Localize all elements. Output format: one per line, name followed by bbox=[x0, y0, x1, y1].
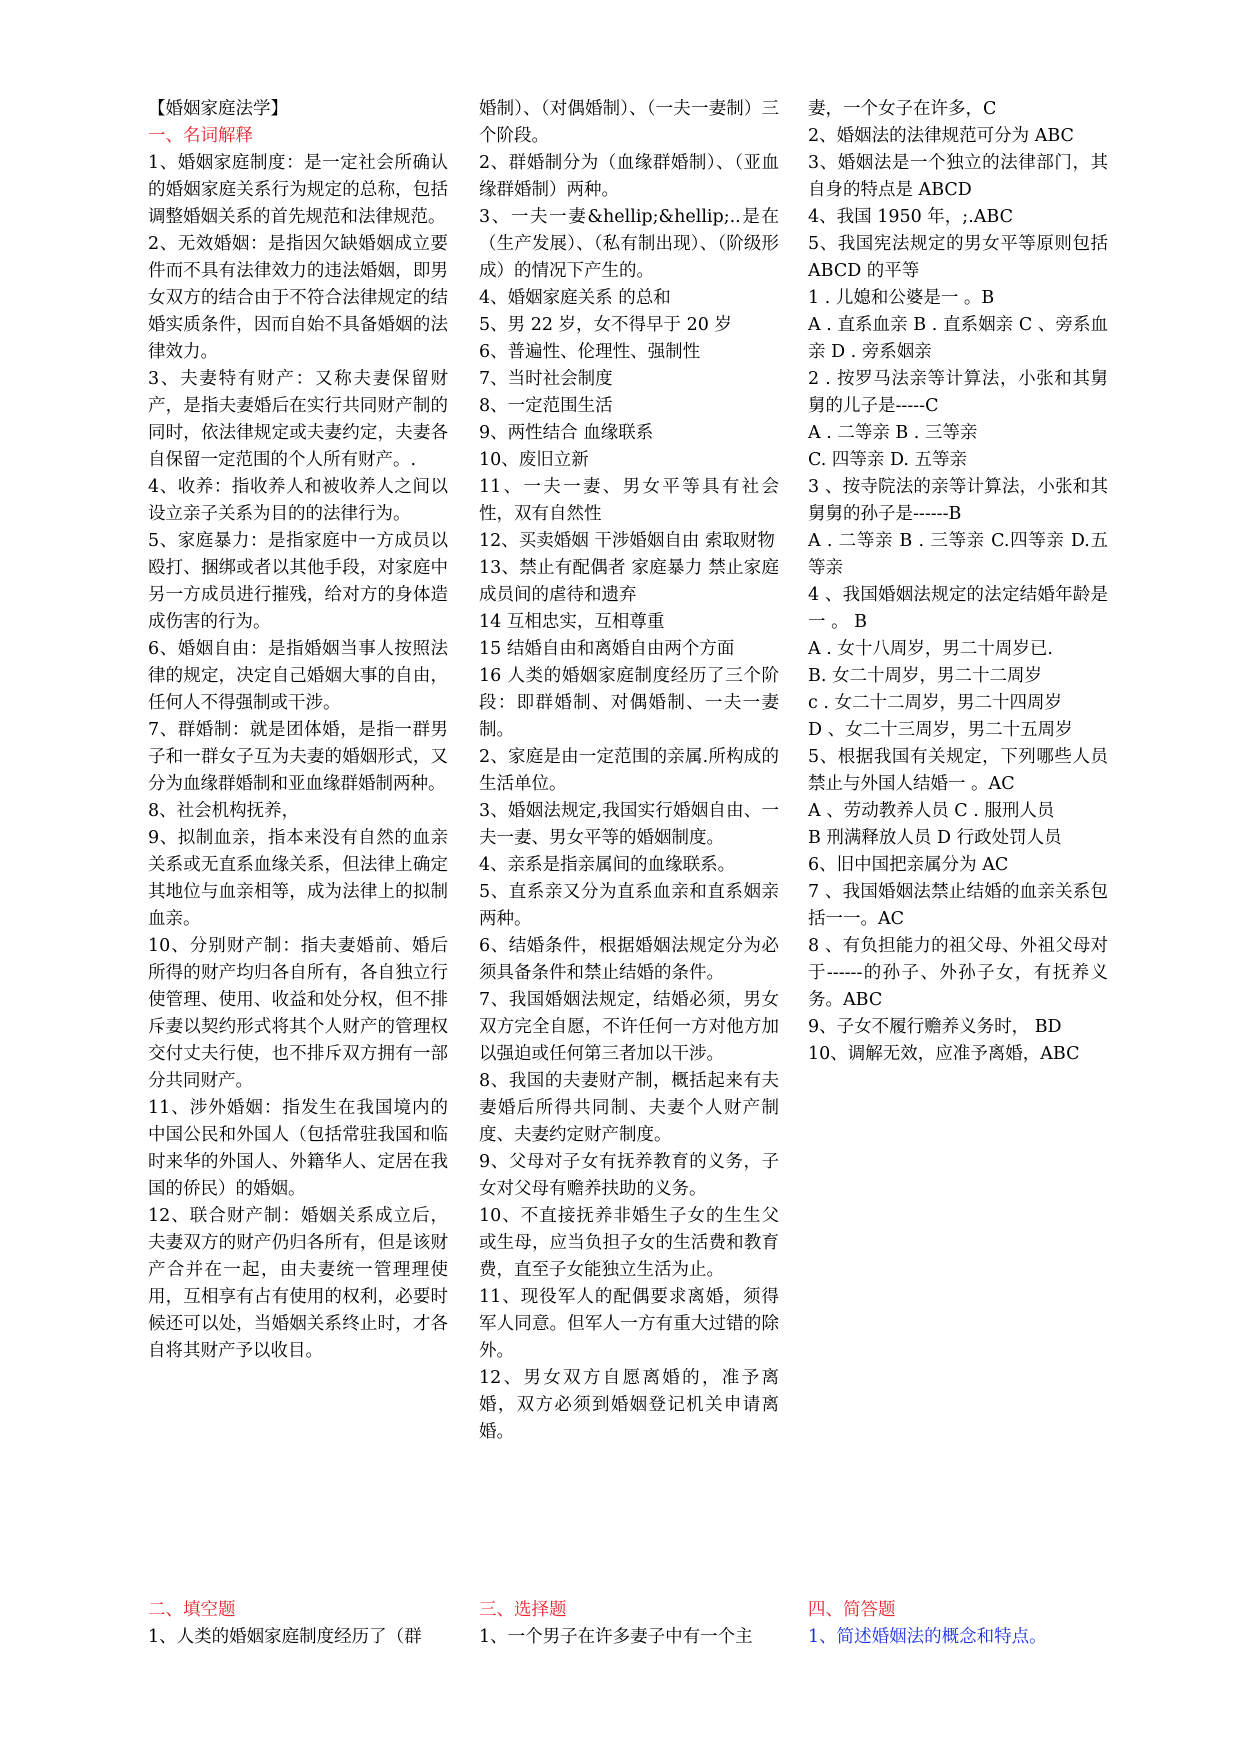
paragraph: 1、人类的婚姻家庭制度经历了（群 bbox=[148, 1627, 422, 1647]
paragraph: 3、一夫一妻&hellip;&hellip;..是在（生产发展）、（私有制出现）、（阶级形成）的情况下产生的。 bbox=[479, 207, 779, 281]
paragraph: 3、婚姻法是一个独立的法律部门，其自身的特点是 ABCD bbox=[808, 153, 1108, 200]
paragraph: A . 女十八周岁，男二十周岁已. bbox=[808, 639, 1053, 659]
paragraph: 7、我国婚姻法规定，结婚必须，男女双方完全自愿，不许任何一方对他方加以强迫或任何第三者加以干涉。 bbox=[479, 990, 779, 1064]
paragraph: 11、涉外婚姻：指发生在我国境内的中国公民和外国人（包括常驻我国和临时来华的外国人、外籍华人、定居在我国的侨民）的婚姻。 bbox=[148, 1098, 448, 1199]
section-heading: 一、名词解释 bbox=[148, 126, 253, 146]
paragraph: 1 . 儿媳和公婆是一 。B bbox=[808, 288, 995, 308]
paragraph: 1、一个男子在许多妻子中有一个主 bbox=[479, 1627, 753, 1647]
paragraph: A . 直系血亲 B . 直系姻亲 C 、旁系血亲 D . 旁系姻亲 bbox=[808, 315, 1108, 362]
paragraph: 3、婚姻法规定,我国实行婚姻自由、一夫一妻、男女平等的婚姻制度。 bbox=[479, 801, 779, 848]
paragraph: 16 人类的婚姻家庭制度经历了三个阶段：即群婚制、对偶婚制、一夫一妻制。 bbox=[479, 666, 779, 740]
paragraph: 10、不直接抚养非婚生子女的生生父或生母，应当负担子女的生活费和教育费，直至子女能独立生活为止。 bbox=[479, 1206, 779, 1280]
paragraph: 5、我国宪法规定的男女平等原则包括 ABCD 的平等 bbox=[808, 234, 1108, 281]
paragraph: 4 、我国婚姻法规定的法定结婚年龄是一 。 B bbox=[808, 585, 1108, 632]
paragraph: B 刑满释放人员 D 行政处罚人员 bbox=[808, 828, 1062, 848]
paragraph: 15 结婚自由和离婚自由两个方面 bbox=[479, 639, 735, 659]
paragraph: 3 、按寺院法的亲等计算法，小张和其舅舅的孙子是------B bbox=[808, 477, 1108, 524]
paragraph: 12、联合财产制：婚姻关系成立后，夫妻双方的财产仍归各所有，但是该财产合并在一起，由夫妻统一管理理使用，互相享有占有使用的权利，必要时候还可以处，当婚姻关系终止时，才各自将其财产予以收目。 bbox=[148, 1206, 448, 1361]
paragraph: 5、直系亲又分为直系血亲和直系姻亲两种。 bbox=[479, 882, 779, 929]
paragraph: A 、劳动教养人员 C . 服刑人员 bbox=[808, 801, 1055, 821]
section-heading: 二、填空题 bbox=[148, 1600, 236, 1620]
paragraph: 6、结婚条件，根据婚姻法规定分为必须具备条件和禁止结婚的条件。 bbox=[479, 936, 779, 983]
paragraph: 11、一夫一妻、男女平等具有社会性，双有自然性 bbox=[479, 477, 779, 524]
paragraph: 3、夫妻特有财产：又称夫妻保留财产，是指夫妻婚后在实行共同财产制的同时，依法律规定或夫妻约定，夫妻各自保留一定范围的个人所有财产。. bbox=[148, 369, 448, 470]
paragraph: D 、女二十三周岁，男二十五周岁 bbox=[808, 720, 1073, 740]
paragraph: 妻，一个女子在许多，C bbox=[808, 99, 997, 119]
paragraph: 婚制）、（对偶婚制）、（一夫一妻制）三个阶段。 bbox=[479, 99, 779, 146]
paragraph: 2、家庭是由一定范围的亲属.所构成的生活单位。 bbox=[479, 747, 779, 794]
paragraph: 1、简述婚姻法的概念和特点。 bbox=[808, 1627, 1047, 1647]
paragraph: 1、婚姻家庭制度：是一定社会所确认的婚姻家庭关系行为规定的总称，包括调整婚姻关系的首先规范和法律规范。 bbox=[148, 153, 448, 227]
paragraph: 4、我国 1950 年，;.ABC bbox=[808, 207, 1013, 227]
paragraph: 8、我国的夫妻财产制，概括起来有夫妻婚后所得共同制、夫妻个人财产制度、夫妻约定财产制度。 bbox=[479, 1071, 779, 1145]
paragraph: 6、普遍性、伦理性、强制性 bbox=[479, 342, 701, 362]
paragraph: 8、社会机构抚养， bbox=[148, 801, 300, 821]
paragraph: 6、旧中国把亲属分为 AC bbox=[808, 855, 1009, 875]
paragraph: 6、婚姻自由：是指婚姻当事人按照法律的规定，决定自己婚姻大事的自由，任何人不得强制或干涉。 bbox=[148, 639, 448, 713]
paragraph: 4、收养：指收养人和被收养人之间以设立亲子关系为目的的法律行为。 bbox=[148, 477, 448, 524]
paragraph: 9、两性结合 血缘联系 bbox=[479, 423, 654, 443]
paragraph: 14 互相忠实，互相尊重 bbox=[479, 612, 665, 632]
paragraph: B. 女二十周岁，男二十二周岁 bbox=[808, 666, 1042, 686]
paragraph: 12、买卖婚姻 干涉婚姻自由 索取财物 bbox=[479, 531, 775, 551]
paragraph: 9、父母对子女有抚养教育的义务，子女对父母有赡养扶助的义务。 bbox=[479, 1152, 779, 1199]
paragraph: 2 . 按罗马法亲等计算法，小张和其舅舅的儿子是-----C bbox=[808, 369, 1108, 416]
paragraph: 10、调解无效，应准予离婚，ABC bbox=[808, 1044, 1080, 1064]
paragraph: 11、现役军人的配偶要求离婚，须得军人同意。但军人一方有重大过错的除外。 bbox=[479, 1287, 779, 1361]
paragraph: c . 女二十二周岁，男二十四周岁 bbox=[808, 693, 1062, 713]
paragraph: 8 、有负担能力的祖父母、外祖父母对于------的孙子、外孙子女，有抚养义务。ABC bbox=[808, 936, 1108, 1010]
paragraph: 4、婚姻家庭关系 的总和 bbox=[479, 288, 671, 308]
paragraph: 9、拟制血亲，指本来没有自然的血亲关系或无直系血缘关系，但法律上确定其地位与血亲相等，成为法律上的拟制血亲。 bbox=[148, 828, 448, 929]
section-short-answer bbox=[808, 1597, 1108, 1651]
paragraph: 10、分别财产制：指夫妻婚前、婚后所得的财产均归各自所有，各自独立行使管理、使用、收益和处分权，但不排斥妻以契约形式将其个人财产的管理权交付丈夫行使，也不排斥双方拥有一部分共同财产。 bbox=[148, 936, 448, 1091]
section-heading: 三、选择题 bbox=[479, 1600, 567, 1620]
paragraph: 2、婚姻法的法律规范可分为 ABC bbox=[808, 126, 1074, 146]
paragraph: 5、根据我国有关规定，下列哪些人员禁止与外国人结婚一 。AC bbox=[808, 747, 1108, 794]
paragraph: 8、一定范围生活 bbox=[479, 396, 613, 416]
column-3 bbox=[808, 96, 1108, 1068]
paragraph: C. 四等亲 D. 五等亲 bbox=[808, 450, 967, 470]
paragraph: A . 二等亲 B . 三等亲 bbox=[808, 423, 978, 443]
paragraph: 12、男女双方自愿离婚的，准予离婚，双方必须到婚姻登记机关申请离婚。 bbox=[479, 1368, 779, 1442]
paragraph: 5、家庭暴力：是指家庭中一方成员以殴打、捆绑或者以其他手段，对家庭中另一方成员进行摧残，给对方的身体造成伤害的行为。 bbox=[148, 531, 448, 632]
paragraph: 9、子女不履行赡养义务时， BD bbox=[808, 1017, 1062, 1037]
paragraph: 2、群婚制分为（血缘群婚制）、（亚血缘群婚制）两种。 bbox=[479, 153, 779, 200]
column-1 bbox=[148, 96, 448, 1365]
paragraph: 7、群婚制：就是团体婚，是指一群男子和一群女子互为夫妻的婚姻形式，又分为血缘群婚制和亚血缘群婚制两种。 bbox=[148, 720, 448, 794]
paragraph: 7 、我国婚姻法禁止结婚的血亲关系包括一一。AC bbox=[808, 882, 1108, 929]
paragraph: 5、男 22 岁，女不得早于 20 岁 bbox=[479, 315, 732, 335]
section-heading: 四、简答题 bbox=[808, 1600, 896, 1620]
paragraph: A . 二等亲 B . 三等亲 C.四等亲 D.五等亲 bbox=[808, 531, 1108, 578]
paragraph: 4、亲系是指亲属间的血缘联系。 bbox=[479, 855, 736, 875]
column-2 bbox=[479, 96, 779, 1446]
paragraph: 10、废旧立新 bbox=[479, 450, 589, 470]
paragraph: 7、当时社会制度 bbox=[479, 369, 613, 389]
paragraph: 13、禁止有配偶者 家庭暴力 禁止家庭成员间的虐待和遗弃 bbox=[479, 558, 779, 605]
paragraph: 【婚姻家庭法学】 bbox=[148, 99, 288, 119]
section-multiple-choice bbox=[479, 1597, 779, 1651]
section-fill-blank bbox=[148, 1597, 448, 1651]
paragraph: 2、无效婚姻：是指因欠缺婚姻成立要件而不具有法律效力的违法婚姻，即男女双方的结合由于不符合法律规定的结婚实质条件，因而自始不具备婚姻的法律效力。 bbox=[148, 234, 448, 362]
